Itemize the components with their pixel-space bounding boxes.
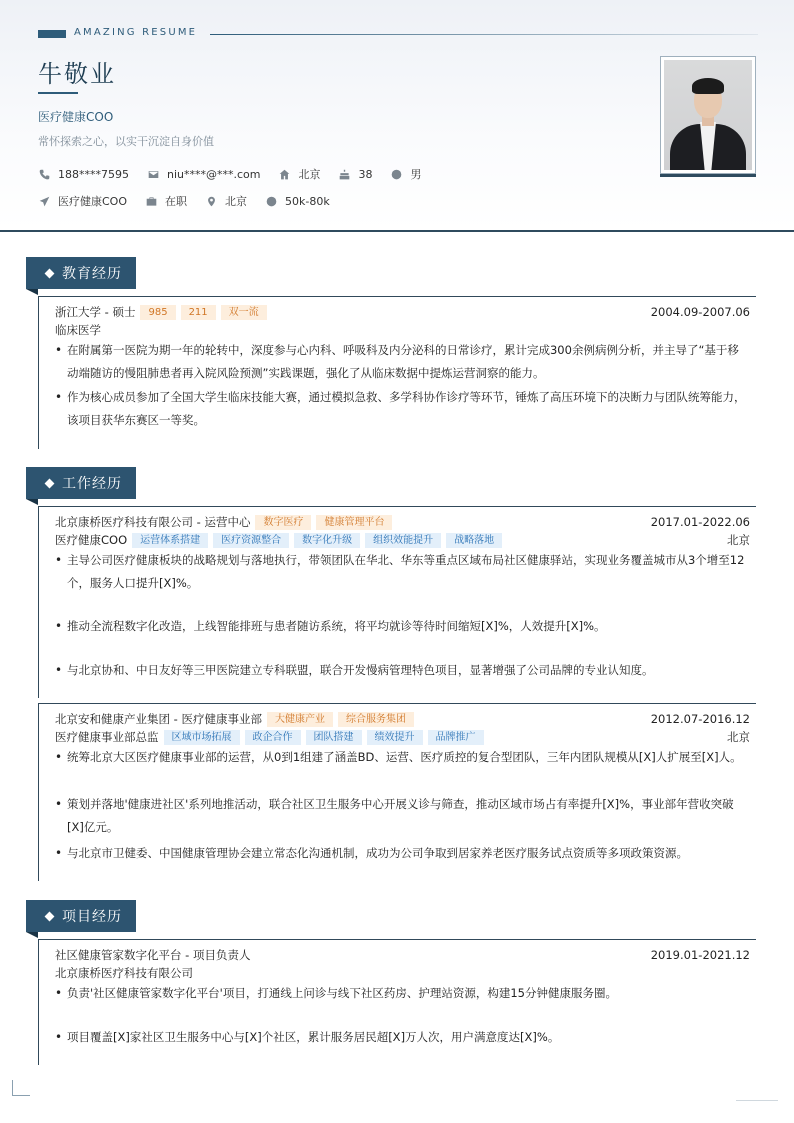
list-item: • 主导公司医疗健康板块的战略规划与落地执行，带领团队在华北、华东等重点区域布局社区健康驿站，实现业务覆盖城市从3个增至12个，服务人口提升[X]%。 [55, 549, 750, 595]
school-name: 浙江大学 - 硕士 [55, 305, 136, 319]
cake-icon [339, 168, 351, 180]
entry-subheader [55, 531, 750, 549]
contact-row [38, 166, 440, 182]
name-underline [38, 92, 78, 94]
role: 医疗健康事业部总监 [55, 730, 159, 744]
phone-icon [38, 168, 50, 180]
skill-tag: 政企合作 [245, 730, 301, 745]
diamond-icon [45, 911, 55, 921]
skill-tag: 数字化升级 [294, 533, 360, 548]
salary-value: 50k-80k [285, 194, 330, 208]
age-value: 38 [358, 167, 373, 181]
diamond-icon [45, 268, 55, 278]
company-tag: 健康管理平台 [316, 515, 392, 530]
school-tag: 双一流 [221, 305, 267, 320]
work-entry [38, 506, 756, 698]
entry-header [55, 710, 750, 728]
candidate-name: 牛敬业 [38, 60, 116, 88]
entry-subheader [55, 964, 750, 982]
status-item [145, 193, 187, 209]
candidate-motto: 常怀探索之心，以实干沉淀自身价值 [38, 135, 214, 148]
section-title-text: 工作经历 [62, 476, 122, 492]
work-entry [38, 703, 756, 881]
page-corner-decoration [736, 1100, 778, 1101]
photo-frame [660, 56, 756, 174]
entry-header [55, 946, 750, 964]
list-item: • 策划并落地'健康进社区'系列地推活动，联合社区卫生服务中心开展义诊与筛查，推动区域市场占有率提升[X]%，事业部年营收突破[X]亿元。 [55, 793, 750, 839]
page-corner-decoration [12, 1080, 30, 1096]
brand-bar [38, 30, 66, 38]
role: 医疗健康COO [55, 533, 128, 547]
mail-icon [147, 168, 159, 180]
list-item: • 统筹北京大区医疗健康事业部的运营，从0到1组建了涵盖BD、运营、医疗质控的复合型团队，三年内团队规模从[X]人扩展至[X]人。 [55, 746, 750, 769]
entry-subheader [55, 728, 750, 746]
company-tag: 综合服务集团 [338, 712, 414, 727]
brand-line [210, 34, 758, 35]
gender-value: 男 [410, 168, 422, 181]
email-item [147, 168, 261, 181]
skill-tag: 医疗资源整合 [213, 533, 289, 548]
gender-item [391, 166, 422, 182]
entry-header [55, 513, 750, 531]
candidate-title: 医疗健康COO [38, 110, 114, 124]
list-item: • 作为核心成员参加了全国大学生临床技能大赛，通过模拟急救、多学科协作诊疗等环节，锤炼了高压环境下的决断力与团队统筹能力，该项目获华东赛区一等奖。 [55, 386, 750, 432]
entry-date: 2017.01-2022.06 [650, 515, 750, 529]
home-icon [279, 168, 291, 180]
major: 临床医学 [55, 323, 101, 337]
school-tag: 211 [181, 305, 216, 320]
entry-date: 2004.09-2007.06 [650, 305, 750, 319]
education-entry [38, 296, 756, 449]
email-value: niu****@***.com [167, 167, 261, 181]
project-org: 北京康桥医疗科技有限公司 [55, 966, 193, 980]
section-title-text: 教育经历 [62, 266, 122, 282]
list-item: • 负责'社区健康管家数字化平台'项目，打通线上问诊与线下社区药房、护理站资源，构建15分钟健康服务圈。 [55, 982, 750, 1005]
avatar [664, 60, 752, 170]
list-item: • 与北京市卫健委、中国健康管理协会建立常态化沟通机制，成功为公司争取到居家养老医疗服务试点资质等多项政策资源。 [55, 842, 750, 865]
section-title-projects [26, 900, 136, 932]
target-job-item [38, 193, 127, 209]
entry-header [55, 303, 750, 321]
company-name: 北京安和健康产业集团 - 医疗健康事业部 [55, 712, 262, 726]
phone-item [38, 168, 129, 181]
entry-date: 2012.07-2016.12 [650, 712, 750, 726]
skill-tag: 组织效能提升 [365, 533, 441, 548]
brand-text: AMAZING RESUME [74, 27, 198, 38]
status-value: 在职 [165, 195, 187, 208]
location-pin-icon [205, 195, 217, 207]
resume-header [0, 0, 794, 232]
section-title-text: 项目经历 [62, 909, 122, 925]
skill-tag: 战略落地 [446, 533, 502, 548]
company-tag: 数字医疗 [255, 515, 311, 530]
money-icon [265, 195, 277, 207]
entry-subheader [55, 321, 750, 339]
gender-icon [391, 168, 403, 180]
section-title-work [26, 467, 136, 499]
school-tag: 985 [140, 305, 175, 320]
intent-row [38, 193, 348, 209]
section-title-education [26, 257, 136, 289]
skill-tag: 区域市场拓展 [164, 730, 240, 745]
list-item: • 推动全流程数字化改造，上线智能排班与患者随访系统，将平均就诊等待时间缩短[X]%，人效提升[X]%。 [55, 615, 750, 638]
hometown-value: 北京 [298, 168, 321, 181]
phone-value: 188****7595 [58, 167, 129, 181]
company-name: 北京康桥医疗科技有限公司 - 运营中心 [55, 515, 251, 529]
target-job-value: 医疗健康COO [58, 195, 127, 208]
skill-tag: 绩效提升 [367, 730, 423, 745]
hometown-item [279, 166, 321, 182]
list-item: • 在附属第一医院为期一年的轮转中，深度参与心内科、呼吸科及内分泌科的日常诊疗，累计完成300余例病例分析，并主导了“基于移动端随访的慢阻肺患者再入院风险预测”实践课题，强化了从临床数据中提炼运营洞察的能力。 [55, 339, 750, 385]
skill-tag: 运营体系搭建 [132, 533, 208, 548]
brand-row [38, 28, 758, 40]
entry-location: 北京 [727, 533, 750, 547]
entry-location: 北京 [727, 730, 750, 744]
skill-tag: 品牌推广 [428, 730, 484, 745]
send-icon [38, 195, 50, 207]
salary-item [265, 195, 330, 208]
target-city-value: 北京 [225, 195, 247, 208]
entry-date: 2019.01-2021.12 [650, 948, 750, 962]
project-entry [38, 939, 756, 1065]
list-item: • 与北京协和、中日友好等三甲医院建立专科联盟，联合开发慢病管理特色项目，显著增强了公司品牌的专业认知度。 [55, 659, 750, 682]
diamond-icon [45, 478, 55, 488]
age-item [339, 168, 373, 181]
company-tag: 大健康产业 [267, 712, 333, 727]
project-name: 社区健康管家数字化平台 - 项目负责人 [55, 948, 251, 962]
briefcase-icon [145, 195, 157, 207]
skill-tag: 团队搭建 [306, 730, 362, 745]
target-city-item [205, 193, 247, 209]
list-item: • 项目覆盖[X]家社区卫生服务中心与[X]个社区，累计服务居民超[X]万人次，用户满意度达[X]%。 [55, 1026, 750, 1049]
